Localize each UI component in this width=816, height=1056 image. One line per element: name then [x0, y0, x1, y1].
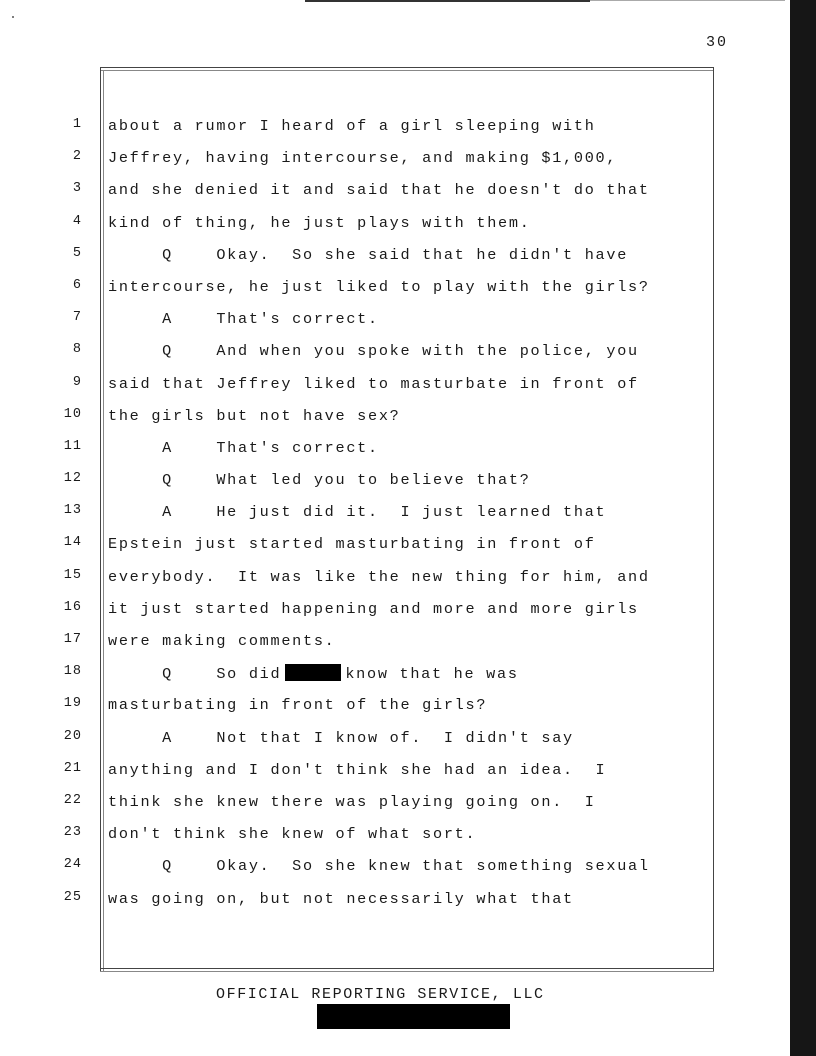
transcript-line: [0, 756, 790, 788]
line-text: A He just did it. I just learned that: [108, 503, 607, 522]
line-number: 21: [63, 760, 82, 776]
line-text-before-redaction: Q So did: [108, 665, 282, 684]
line-number: 15: [63, 567, 82, 583]
line-number: 14: [63, 535, 82, 551]
line-text: Q Okay. So she said that he didn't have: [108, 245, 629, 264]
transcript-line: [0, 112, 790, 144]
transcript-line: [0, 337, 790, 369]
transcript-line: [0, 273, 790, 305]
line-text: everybody. It was like the new thing for him, and: [108, 567, 650, 586]
scan-top-edge-faint: [590, 0, 785, 1]
footer-reporter-name: OFFICIAL REPORTING SERVICE, LLC: [216, 986, 545, 1003]
line-text: were making comments.: [108, 632, 336, 650]
line-text: and she denied it and said that he doesn't do that: [108, 181, 650, 200]
frame-top-border-inner: [100, 70, 714, 71]
line-number: 19: [63, 696, 82, 712]
line-number: 18: [63, 664, 82, 680]
line-number: 1: [72, 117, 82, 132]
transcript-line: [0, 724, 790, 756]
transcript-line: [0, 563, 790, 595]
line-text: Q Okay. So she knew that something sexual: [108, 857, 650, 876]
transcript-line: [0, 370, 790, 402]
line-text: think she knew there was playing going on. I: [108, 792, 596, 811]
line-number: 9: [72, 374, 82, 390]
line-number: 11: [63, 438, 82, 454]
transcript-body: [0, 112, 790, 917]
transcript-line: [0, 402, 790, 434]
transcript-line: [0, 466, 790, 498]
transcript-line: [0, 627, 790, 659]
line-text: kind of thing, he just plays with them.: [108, 213, 531, 232]
line-number: 4: [72, 213, 82, 229]
line-text: Q What led you to believe that?: [108, 471, 531, 490]
transcript-line: [0, 820, 790, 852]
line-text: intercourse, he just liked to play with the girls?: [108, 277, 650, 296]
line-text: Jeffrey, having intercourse, and making $1,000,: [108, 149, 618, 168]
scan-speck: [12, 16, 14, 18]
line-number: 10: [63, 406, 82, 422]
transcript-line: [0, 434, 790, 466]
transcript-line: [0, 241, 790, 273]
line-text: was going on, but not necessarily what that: [108, 889, 574, 908]
line-text: A That's correct.: [108, 438, 379, 457]
line-number: 3: [72, 181, 82, 197]
line-number: 12: [63, 471, 82, 487]
line-text: Q And when you spoke with the police, you: [108, 342, 639, 361]
line-text: masturbating in front of the girls?: [108, 696, 488, 715]
line-text: A That's correct.: [108, 310, 379, 329]
scan-dark-margin: [790, 0, 816, 1056]
line-text: A Not that I know of. I didn't say: [108, 728, 574, 747]
transcript-line: [0, 176, 790, 208]
line-number: 5: [72, 245, 82, 261]
line-number: 24: [63, 857, 82, 873]
line-text: said that Jeffrey liked to masturbate in front of: [108, 374, 639, 393]
line-text: Epstein just started masturbating in front of: [108, 535, 596, 554]
line-number: 6: [72, 277, 82, 293]
line-number: 8: [72, 342, 82, 358]
line-text: don't think she knew of what sort.: [108, 825, 477, 844]
frame-top-border: [100, 67, 714, 68]
transcript-line: [0, 530, 790, 562]
page-number: 30: [705, 34, 728, 51]
transcript-line: [0, 498, 790, 530]
line-number: 2: [72, 149, 82, 165]
line-number: 16: [63, 599, 82, 615]
transcript-line: [0, 885, 790, 917]
transcript-line: [0, 305, 790, 337]
line-number: 22: [63, 792, 82, 808]
line-text-with-redaction: [108, 664, 519, 683]
line-number: 23: [63, 825, 82, 841]
line-number: 7: [72, 310, 82, 326]
line-number: 25: [63, 889, 82, 905]
line-number: 13: [63, 503, 82, 519]
line-number: 17: [63, 632, 82, 647]
transcript-line: [0, 691, 790, 723]
transcript-line: [0, 788, 790, 820]
line-number: 20: [63, 728, 82, 744]
line-text: it just started happening and more and more girls: [108, 599, 639, 618]
line-text: the girls but not have sex?: [108, 406, 401, 425]
line-text-after-redaction: know that he was: [345, 665, 519, 684]
transcript-line: [0, 209, 790, 241]
frame-bottom-border-inner: [100, 971, 714, 972]
line-text: anything and I don't think she had an idea. I: [108, 760, 607, 779]
line-text: about a rumor I heard of a girl sleeping with: [108, 117, 596, 135]
redaction-box: [285, 664, 341, 681]
transcript-line: [0, 659, 790, 691]
scan-top-edge: [305, 0, 590, 2]
transcript-line: [0, 595, 790, 627]
frame-bottom-border: [100, 968, 714, 969]
transcript-line: [0, 144, 790, 176]
footer-redaction-box: [317, 1004, 510, 1029]
transcript-line: [0, 852, 790, 884]
